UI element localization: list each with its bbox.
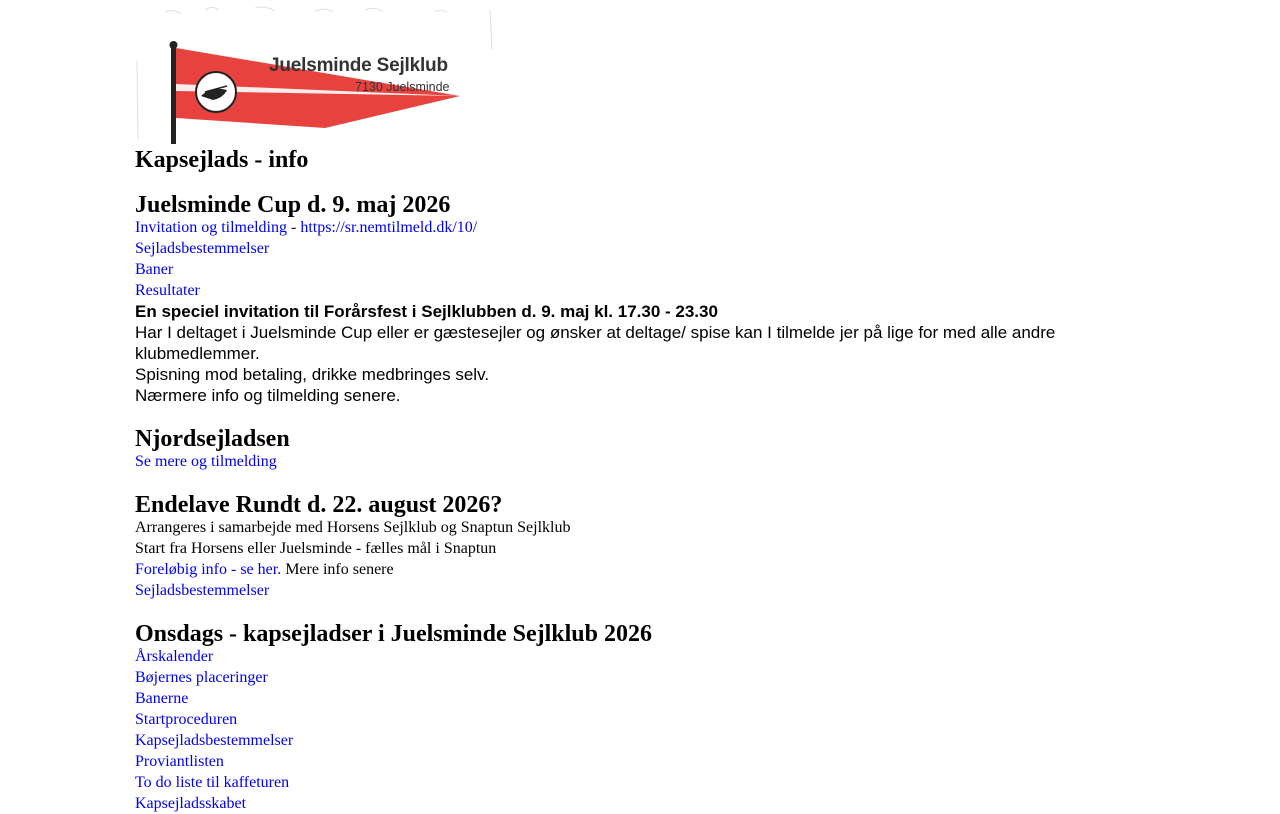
kapsejladsskabet-link[interactable]: Kapsejladsskabet	[135, 795, 247, 812]
kapsejladsbestemmelser-link[interactable]: Kapsejladsbestemmelser	[135, 732, 294, 749]
aarskalender-link[interactable]: Årskalender	[135, 648, 214, 665]
invitation-link[interactable]: Invitation og tilmelding	[135, 219, 287, 236]
startproceduren-link[interactable]: Startproceduren	[135, 711, 238, 728]
todo-kaffeturen-link[interactable]: To do liste til kaffeturen	[135, 774, 290, 791]
proviantlisten-link[interactable]: Proviantlisten	[135, 753, 224, 770]
separator: -	[286, 219, 301, 236]
endelave-text-1: Arrangeres i samarbejde med Horsens Sejlklub og Snaptun Sejlklub	[135, 519, 571, 536]
endelave-sejladsbestemmelser-link[interactable]: Sejladsbestemmelser	[135, 582, 270, 599]
logo-subtitle: 7130 Juelsminde	[355, 80, 450, 94]
juelsminde-cup-heading: Juelsminde Cup d. 9. maj 2026	[135, 192, 451, 218]
prelim-info-link[interactable]: Foreløbig info - se her.	[135, 561, 282, 578]
forarsfest-invitation: En speciel invitation til Forårsfest i Sejlklubben d. 9. maj kl. 17.30 - 23.30	[135, 302, 718, 321]
invitation-line	[135, 217, 1135, 238]
cup-paragraph-3: Nærmere info og tilmelding senere.	[135, 386, 401, 405]
page-title: Kapsejlads - info	[135, 147, 309, 173]
resultater-link[interactable]: Resultater	[135, 282, 200, 299]
njord-signup-link[interactable]: Se mere og tilmelding	[135, 453, 277, 470]
endelave-prelim-line	[135, 559, 1135, 580]
prelim-rest: Mere info senere	[281, 561, 394, 578]
njord-heading: Njordsejladsen	[135, 426, 290, 452]
nemtilmeld-link[interactable]: https://sr.nemtilmeld.dk/10/	[300, 219, 478, 236]
cup-paragraph-2: Spisning mod betaling, drikke medbringes selv.	[135, 365, 490, 384]
baner-link[interactable]: Baner	[135, 261, 174, 278]
endelave-text-2: Start fra Horsens eller Juelsminde - fælles mål i Snaptun	[135, 540, 497, 557]
cup-paragraph-1: Har I deltaget i Juelsminde Cup eller er gæstesejler og ønsker at deltage/ spise kan I tilmelde jer på lige for med alle andre klubmedlemmer.	[135, 323, 1056, 363]
sejladsbestemmelser-link[interactable]: Sejladsbestemmelser	[135, 240, 270, 257]
banerne-link[interactable]: Banerne	[135, 690, 189, 707]
club-logo	[135, 0, 495, 146]
onsdags-heading: Onsdags - kapsejladser i Juelsminde Sejlklub 2026	[135, 621, 652, 647]
bojernes-placeringer-link[interactable]: Bøjernes placeringer	[135, 669, 268, 686]
endelave-heading: Endelave Rundt d. 22. august 2026?	[135, 492, 503, 518]
logo-title: Juelsminde Sejlklub	[269, 55, 448, 76]
